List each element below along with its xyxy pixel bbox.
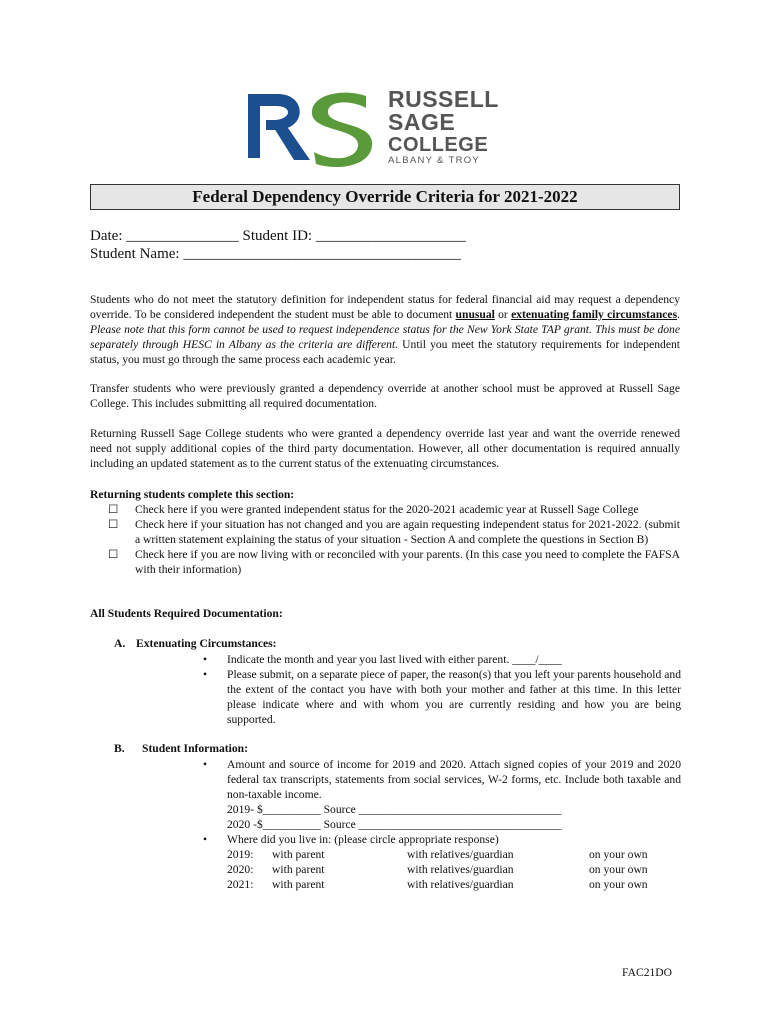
intro-paragraph-2	[90, 381, 680, 411]
returning-item-3	[90, 547, 680, 577]
section-b-bullet-2: Where did you live in: (please circle appropriate response)	[227, 833, 499, 846]
residence-2021-relatives[interactable]: with relatives/guardian	[407, 878, 514, 891]
returning-heading: Returning students complete this section:	[90, 488, 295, 501]
section-a-bullet-1: Indicate the month and year you last lived with either parent. ____/____	[227, 653, 562, 666]
intro-paragraph-1	[90, 292, 680, 367]
all-students-heading: All Students Required Documentation:	[90, 607, 283, 620]
returning-item-2-text: Check here if your situation has not changed and you are again requesting independent status for 2021-2022. (submit a written statement explaining the status of your situation - Section A and complete the questions in Section B)	[135, 518, 680, 546]
logo-wordmark	[388, 88, 499, 166]
returning-item-2	[90, 517, 680, 547]
form-code: FAC21DO	[622, 966, 673, 979]
checkbox-2[interactable]: ☐	[108, 518, 119, 531]
residence-2020-own[interactable]: on your own	[589, 863, 648, 876]
bullet-icon: •	[203, 758, 208, 771]
returning-section	[90, 487, 680, 577]
transfer-text: Transfer students who were previously granted a dependency override at another school must be approved at Russell Sage College. This includes submitting all required documentation.	[90, 382, 680, 410]
intro-paragraph-3	[90, 426, 680, 471]
section-b-label: B.	[114, 742, 125, 755]
section-a-title: Extenuating Circumstances:	[136, 637, 277, 650]
section-a-bullet-2: Please submit, on a separate piece of paper, the reason(s) that you left your parents household and the extent of the contact you have with both your mother and father at this time. In this letter please indicate where and with whom you are currently residing and how you are being supported.	[227, 668, 681, 726]
form-title: Federal Dependency Override Criteria for 2021-2022	[90, 184, 680, 210]
bullet-icon: •	[203, 833, 208, 846]
section-b-bullet-1: Amount and source of income for 2019 and 2020. Attach signed copies of your 2019 and 2020 federal tax transcripts, statements from social services, W-2 forms, etc. Include both taxable and non-taxable income.	[227, 758, 681, 801]
residence-2019-own[interactable]: on your own	[589, 848, 648, 861]
bullet-icon: •	[203, 653, 208, 666]
logo-line-russell: RUSSELL	[388, 86, 499, 112]
intro-p1-end: Until you meet the statutory requirements for independent status, you must go through the same process each academic year.	[90, 338, 680, 366]
returning-item-3-text: Check here if you are now living with or reconciled with your parents. (In this case you need to complete the FAFSA with their information)	[135, 548, 680, 576]
residence-year-2021: 2021:	[227, 878, 254, 891]
section-b-title: Student Information:	[142, 742, 248, 755]
residence-2020-relatives[interactable]: with relatives/guardian	[407, 863, 514, 876]
returning-text: Returning Russell Sage College students who were granted a dependency override last year and want the override renewed need not supply additional copies of the third party documentation. However, all other documentation is required annually including an updated statement as to the current status of the extenuating circumstances.	[90, 427, 680, 470]
bullet-icon: •	[203, 668, 208, 681]
date-studentid-line[interactable]: Date: _______________ Student ID: ____________________	[90, 228, 466, 244]
residence-2020-parent[interactable]: with parent	[272, 863, 325, 876]
checkbox-1[interactable]: ☐	[108, 503, 119, 516]
residence-2021-own[interactable]: on your own	[589, 878, 648, 891]
intro-or: or	[494, 308, 512, 321]
residence-year-2020: 2020:	[227, 863, 254, 876]
income-2020-line[interactable]: 2020 -$__________ Source ___________________________________	[227, 818, 562, 831]
intro-unusual: unusual	[455, 308, 495, 321]
logo-line-location: ALBANY & TROY	[388, 155, 481, 166]
returning-item-1	[90, 502, 680, 517]
intro-p1-text: Students who do not meet the statutory definition for independent status for federal financial aid may request a dependency override. To be considered independent the student must be able to document	[90, 293, 680, 321]
returning-item-1-text: Check here if you were granted independent status for the 2020-2021 academic year at Russell Sage College	[135, 503, 639, 516]
checkbox-3[interactable]: ☐	[108, 548, 119, 561]
logo-line-sage: SAGE	[388, 109, 456, 135]
residence-2019-relatives[interactable]: with relatives/guardian	[407, 848, 514, 861]
residence-year-2019: 2019:	[227, 848, 254, 861]
student-name-line[interactable]: Student Name: _____________________________________	[90, 246, 461, 262]
intro-extenuating: extenuating family circumstances	[511, 308, 678, 321]
intro-dot: .	[677, 308, 680, 321]
residence-2021-parent[interactable]: with parent	[272, 878, 325, 891]
student-fields	[90, 227, 466, 263]
section-a-label: A.	[114, 637, 126, 650]
residence-2019-parent[interactable]: with parent	[272, 848, 325, 861]
income-2019-line[interactable]: 2019- $__________ Source ___________________________________	[227, 803, 562, 816]
logo-line-college: COLLEGE	[388, 134, 489, 156]
intro-tap-note: Please note that this form cannot be used to request independence status for the New York State TAP grant. This must be done separately through HESC in Albany as the criteria are different.	[90, 323, 680, 351]
